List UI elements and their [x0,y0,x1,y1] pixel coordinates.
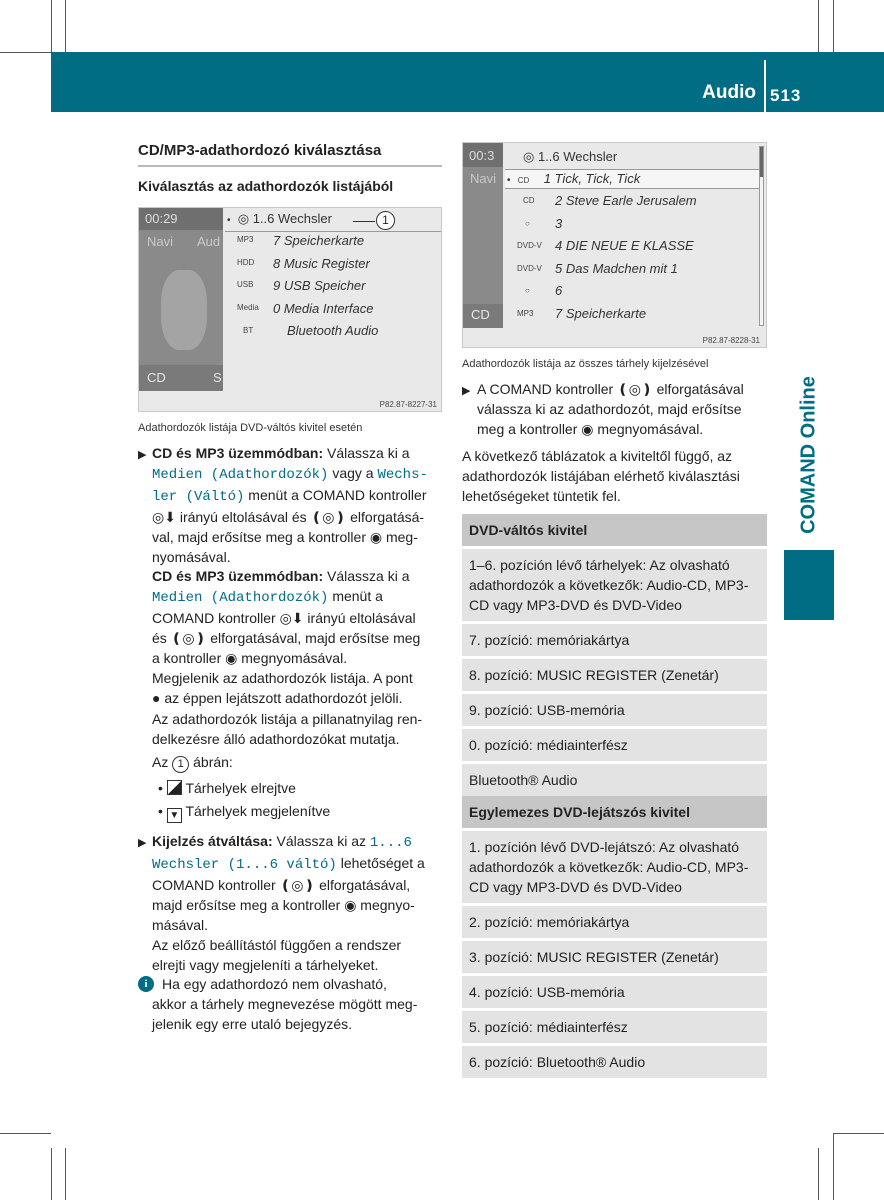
cd-icon: CD [517,176,530,185]
menu-wechsler[interactable]: Wechs- [377,467,428,483]
media-list-item[interactable]: 8 Music Register [273,256,370,271]
crop-mark [51,1148,52,1200]
paragraph: A következő táblázatok a kiviteltől függő, az adathordozók listájában elérhető kiválasztási lehetőségeket tüntetik fel. [462,448,740,504]
side-tab-marker [784,550,834,620]
dvd-icon: DVD-V [517,264,542,273]
screen-right [462,142,767,348]
crop-mark [833,0,834,52]
table-row: 1. pozíción lévő DVD-lejátszó: Az olvasható adathordozók a következők: Audio-CD, MP3-CD vagy MP3-DVD és DVD-Video [462,831,767,903]
table-row: 3. pozíció: MUSIC REGISTER (Zenetár) [462,941,767,973]
bullet-item: • ▼ Tárhelyek megjelenítve [158,803,331,821]
figure-code: P82.87-8227-31 [379,400,437,409]
scrollbar-thumb[interactable] [760,147,763,177]
screen-time: 00:29 [145,211,178,226]
step-arrow-icon: ▶ [138,449,147,461]
table-row: 5. pozíció: médiainterfész [462,1011,767,1043]
screen-list-top-border [225,231,441,232]
table-row: 1–6. pozíción lévő tárhelyek: Az olvasható adathordozók a következők: Audio-CD, MP3-CD vagy MP3-DVD és DVD-Video [462,549,767,621]
show-triangle-icon: ▼ [167,808,182,823]
media-list-item[interactable]: 0 Media Interface [273,301,374,316]
table-header: Egylemezes DVD-lejátszós kivitel [462,796,767,828]
section-title: CD/MP3-adathordozó kiválasztása [138,142,442,167]
page-number: 513 [770,86,802,105]
table-row: 8. pozíció: MUSIC REGISTER (Zenetár) [462,659,767,691]
header-title: Audio [702,82,756,103]
table-row: 4. pozíció: USB-memória [462,976,767,1008]
step-arrow-icon: ▶ [138,837,147,849]
bluetooth-icon: BT [243,326,254,335]
table-row: 9. pozíció: USB-memória [462,694,767,726]
memory-card-icon: MP3 [517,309,534,318]
usb-icon: USB [237,280,254,289]
table-row: 6. pozíció: Bluetooth® Audio [462,1046,767,1078]
screen-nav: Navi [470,171,497,186]
callout-number: 1 [172,756,189,773]
step-text: CD és MP3 üzemmódban: Válassza ki a Medien (Adathordozók) vagy a Wechs- ler (Váltó) menüt a COMAND kontroller ◎⬇ irányú eltolásával és ❪◎❫ elforgatásá- val, majd erősítse meg a kontroller ◉ meg- nyomásával. [152,445,428,565]
crop-mark [65,1148,66,1200]
media-list-item[interactable]: Bluetooth Audio [287,323,379,338]
header-bar [51,52,884,112]
paragraph: Az adathordozók listája a pillanatnyilag ren- delkezésre álló adathordozókat mutatja. [152,711,423,747]
menu-medien[interactable]: Medien (Adathordozók) [152,590,329,606]
media-list-item[interactable]: 7 Speicherkarte [273,233,365,248]
figure-caption: Adathordozók listája az összes tárhely kijelzésével [462,358,709,370]
table-row: Bluetooth® Audio [462,764,767,796]
media-list-item[interactable]: ◎ 1..6 Wechsler [523,149,618,164]
table-header: DVD-váltós kivitel [462,514,767,546]
header-separator [764,60,766,112]
subsection-title: Kiválasztás az adathordozók listájából [138,178,394,194]
step-text: CD és MP3 üzemmódban: Válassza ki a Medien (Adathordozók) menüt a COMAND kontroller ◎⬇ irányú eltolásával és ❪◎❫ elforgatásával, majd erősítse meg a kontroller ◉ megnyomásával. Megjelenik az adathordozók listája. A pont ● az éppen lejátszott adathordozót jelöli. [152,568,421,706]
table-row: 0. pozíció: médiainterfész [462,729,767,761]
step-text: Kijelzés átváltása: Válassza ki az 1...6 Wechsler (1...6 váltó) lehetőséget a COMAND kontroller ❪◎❫ elforgatásával, majd erősítse meg a kontroller ◉ megnyo- másával. Az előző beállítástól függően a rendszer elrejti vagy megjeleníti a tárhelyeket. [152,833,425,973]
crop-mark [818,0,819,52]
crop-mark [833,1133,884,1134]
media-list-item[interactable]: 9 USB Speicher [273,278,366,293]
media-list-item[interactable]: • ◎ 1..6 Wechsler [227,211,332,226]
cd-icon: CD [523,196,535,205]
crop-mark [65,0,66,52]
table-row: 7. pozíció: memóriakártya [462,624,767,656]
table-single-dvd [462,796,767,1081]
screen-time: 00:3 [469,148,495,163]
empty-slot-icon: ○ [525,286,530,295]
callout-line [353,221,375,222]
memory-card-icon: MP3 [237,235,254,244]
menu-wechsler-1-6[interactable]: 1...6 [369,835,412,851]
media-list-item[interactable]: 6 [555,283,563,298]
menu-wechsler-1-6[interactable]: Wechsler (1...6 váltó) [152,857,337,873]
screen-source: CD [147,370,166,385]
crop-mark [818,1148,819,1200]
table-row: 2. pozíció: memóriakártya [462,906,767,938]
step-text: A COMAND kontroller ❪◎❫ elforgatásával válassza ki az adathordozót, majd erősítse meg a kontroller ◉ megnyomásával. [477,381,744,437]
step-arrow-icon: ▶ [462,385,471,397]
crop-mark [51,0,52,52]
hdd-icon: HDD [237,258,255,267]
crop-mark [833,1133,834,1200]
media-list-item[interactable]: • CD 1 Tick, Tick, Tick [507,171,641,186]
media-list-item[interactable]: 5 Das Madchen mit 1 [555,261,678,276]
figure-code: P82.87-8228-31 [702,336,760,345]
dvd-icon: DVD-V [517,241,542,250]
menu-medien[interactable]: Medien (Adathordozók) [152,467,329,483]
screen-nav: Navi [147,234,174,249]
media-list-item[interactable]: 2 Steve Earle Jerusalem [555,193,697,208]
bullet-item: • Tárhelyek elrejtve [158,780,296,796]
crop-mark [0,1133,51,1134]
figure-caption: Adathordozók listája DVD-váltós kivitel esetén [138,422,363,434]
screen-nav-audio: Aud [197,234,221,249]
side-tab-label: COMAND Online [797,376,820,534]
table-dvd-changer [462,514,767,799]
paragraph: Az 1 ábrán: [152,752,446,773]
empty-slot-icon: ○ [525,219,530,228]
media-list-item[interactable]: 4 DIE NEUE E KLASSE [555,238,694,253]
media-list-item[interactable]: 7 Speicherkarte [555,306,647,321]
album-art-placeholder [161,270,207,350]
info-icon: i [138,976,154,992]
hide-triangle-icon [167,780,182,795]
screen-source: CD [471,307,490,322]
media-list-item[interactable]: 3 [555,216,563,231]
info-note: Ha egy adathordozó nem olvasható, akkor a tárhely megnevezése mögött meg- jelenik egy erre utaló bejegyzés. [152,976,418,1032]
callout-badge: 1 [376,211,395,230]
menu-wechsler[interactable]: ler (Váltó) [152,489,245,505]
screen-left [138,207,442,412]
screen-source-right: S [213,370,222,385]
media-interface-icon: Media [237,303,259,312]
crop-mark [0,52,51,53]
